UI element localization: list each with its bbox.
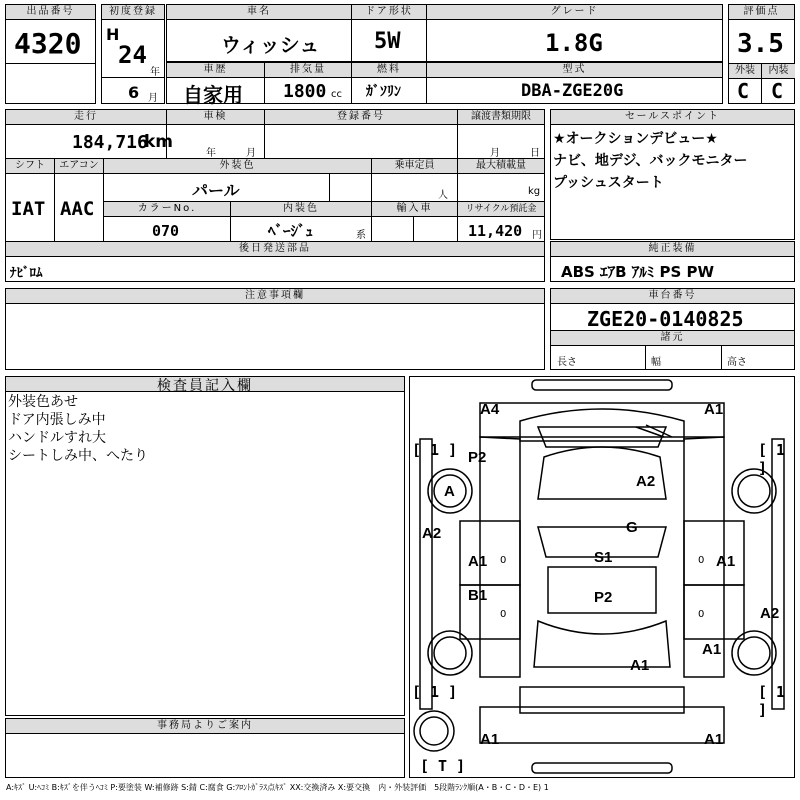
score-box [728, 4, 795, 104]
sales-line: ナビ、地デジ、バックモニター [553, 153, 748, 169]
load-label: 最大積載量 [458, 159, 544, 174]
door-handle-mark: 0 [500, 609, 507, 620]
capacity-label: 乗車定員 [372, 159, 457, 174]
chassis-number: ZGE20-0140825 [587, 307, 744, 331]
damage-mark: A1 [468, 553, 488, 570]
inspection-year-unit: 年 [206, 148, 216, 159]
displacement: 1800 [283, 81, 327, 102]
notes-box [5, 288, 545, 370]
damage-mark: G [626, 519, 638, 536]
door-handle-mark: 0 [500, 555, 507, 566]
color-number: 070 [152, 222, 180, 240]
model-label: 型式 [427, 63, 722, 78]
fuel: ｶﾞｿﾘﾝ [366, 84, 401, 100]
mileage-label: 走行 [6, 110, 166, 125]
remark-line: 外装色あせ [8, 394, 78, 410]
car-outline [410, 377, 794, 777]
remark-line: ドア内張しみ中 [8, 412, 106, 428]
height-label: 高さ [727, 357, 747, 368]
capacity-unit: 人 [438, 190, 448, 201]
interior-color: ﾍﾞｰｼﾞｭ [268, 222, 314, 240]
transfer-label: 譲渡書類期限 [458, 110, 544, 125]
recycle-label: リサイクル預託金 [458, 202, 544, 217]
sales-line: プッシュスタート [553, 175, 664, 191]
width-label: 幅 [651, 357, 661, 368]
door-type: 5W [374, 29, 401, 54]
glass-mark: [ 1 ] [412, 683, 458, 701]
sales-line: ★オークションデビュー★ [553, 131, 718, 147]
notes-label: 注意事項欄 [6, 289, 544, 304]
equipment-box [550, 241, 795, 282]
damage-mark: A2 [422, 525, 442, 542]
glass-mark: [ 1 ] [412, 441, 458, 459]
lot-number-label: 出品番号 [6, 5, 95, 20]
remark-line: シートしみ中、へたり [8, 448, 148, 464]
car-name: ウィッシュ [221, 33, 320, 57]
inspection-month-unit: 月 [246, 148, 256, 159]
exterior-grade: C [737, 79, 750, 103]
score-label: 評価点 [729, 5, 794, 20]
damage-mark: A [444, 483, 455, 500]
shift-label: シフト [6, 159, 54, 174]
glass-mark: [ 1 ] [758, 441, 786, 477]
glass-mark: [ 1 ] [758, 683, 786, 719]
fuel-box [351, 62, 427, 104]
damage-mark: S1 [594, 549, 613, 566]
history-box [166, 62, 265, 107]
grade: 1.8G [545, 29, 603, 57]
office-box [5, 718, 405, 778]
exterior-label: 外装 [729, 64, 761, 79]
damage-mark: A4 [480, 401, 500, 418]
door-box [351, 4, 427, 62]
grade-box [426, 4, 723, 62]
legend: A:ｷｽﾞ U:ﾍｺﾐ B:ｷｽﾞを伴うﾍｺﾐ P:要塗装 W:補修跡 S:錆 C:腐食 G:ﾌﾛﾝﾄｶﾞﾗｽ点ｷｽﾞ XX:交換済み X:要交換 内・外装評価 5段階ﾗﾝｸ順(A・B・C・D・E) 1 [6, 783, 549, 792]
damage-mark: A1 [704, 401, 724, 418]
damage-mark: P2 [594, 589, 613, 606]
shift: IAT [11, 198, 46, 220]
year-unit: 年 [150, 67, 160, 78]
registration-month: 6 [128, 83, 140, 102]
remark-line: ハンドルすれ大 [8, 430, 106, 446]
registration-year: 24 [118, 41, 147, 69]
chassis-label: 車台番号 [551, 289, 794, 304]
displacement-label: 排気量 [265, 63, 351, 78]
interior-label: 内装 [762, 64, 795, 79]
model: DBA-ZGE20G [521, 81, 624, 101]
damage-mark: A1 [630, 657, 650, 674]
load-unit: kg [528, 186, 541, 197]
office-label: 事務局よりご案内 [6, 719, 404, 734]
equipment-label: 純正装備 [551, 242, 794, 257]
tire-mark: [ T ] [420, 757, 466, 775]
spec-label: 諸元 [551, 331, 794, 346]
month-unit: 月 [148, 93, 158, 104]
displacement-box [264, 62, 352, 104]
history: 自家用 [183, 83, 243, 107]
inspector-remarks-box [5, 376, 405, 716]
car-name-box [166, 4, 352, 62]
vehicle-info-box [5, 109, 545, 282]
color-no-label: カラーNo. [104, 202, 230, 217]
grade-label: グレード [427, 5, 722, 20]
recycle-deposit: 11,420 [468, 222, 523, 240]
ac: AAC [60, 198, 95, 220]
recycle-unit: 円 [532, 230, 542, 241]
condition-diagram [409, 376, 795, 778]
lot-number: 4320 [14, 27, 82, 60]
interior-color-unit: 系 [356, 230, 366, 241]
mileage-unit: km [144, 132, 174, 152]
mileage: 184,716 [72, 132, 148, 153]
import-label: 輸入車 [372, 202, 457, 217]
damage-mark: A1 [702, 641, 722, 658]
first-registration-label: 初度登録 [102, 5, 164, 20]
history-label: 車歴 [167, 63, 264, 78]
model-box [426, 62, 723, 104]
later-parts-label: 後日発送部品 [6, 242, 544, 257]
length-label: 長さ [557, 357, 577, 368]
lot-number-box [5, 4, 96, 104]
interior-color-label: 内装色 [231, 202, 371, 217]
damage-mark: A1 [704, 731, 724, 748]
transfer-month: 月 [490, 148, 500, 159]
sales-point-label: セールスポイント [551, 110, 794, 125]
fuel-label: 燃料 [352, 63, 426, 78]
damage-mark: A2 [760, 605, 780, 622]
damage-mark: P2 [468, 449, 487, 466]
inspection-label: 車検 [167, 110, 264, 125]
first-registration-box [101, 4, 165, 104]
door-handle-mark: 0 [698, 555, 705, 566]
inspector-label: 検査員記入欄 [6, 377, 404, 392]
chassis-box [550, 288, 795, 370]
later-parts: ﾅﾋﾞﾛﾑ [10, 266, 43, 281]
color-label: 外装色 [104, 159, 371, 174]
damage-mark: B1 [468, 587, 488, 604]
car-name-label: 車名 [167, 5, 351, 20]
damage-mark: A1 [480, 731, 500, 748]
door-label: ドア形状 [352, 5, 426, 20]
damage-mark: A1 [716, 553, 736, 570]
transfer-day: 日 [530, 148, 540, 159]
interior-grade: C [771, 79, 784, 103]
sales-point-box [550, 109, 795, 240]
damage-mark: A2 [636, 473, 656, 490]
equipment: ABS ｴｱB ｱﾙﾐ PS PW [561, 263, 715, 281]
door-handle-mark: 0 [698, 609, 705, 620]
exterior-color: パール [192, 181, 240, 200]
displacement-unit: cc [331, 89, 342, 100]
plate-label: 登録番号 [265, 110, 457, 125]
score: 3.5 [737, 29, 784, 59]
ac-label: エアコン [55, 159, 103, 174]
era: H [106, 25, 120, 44]
